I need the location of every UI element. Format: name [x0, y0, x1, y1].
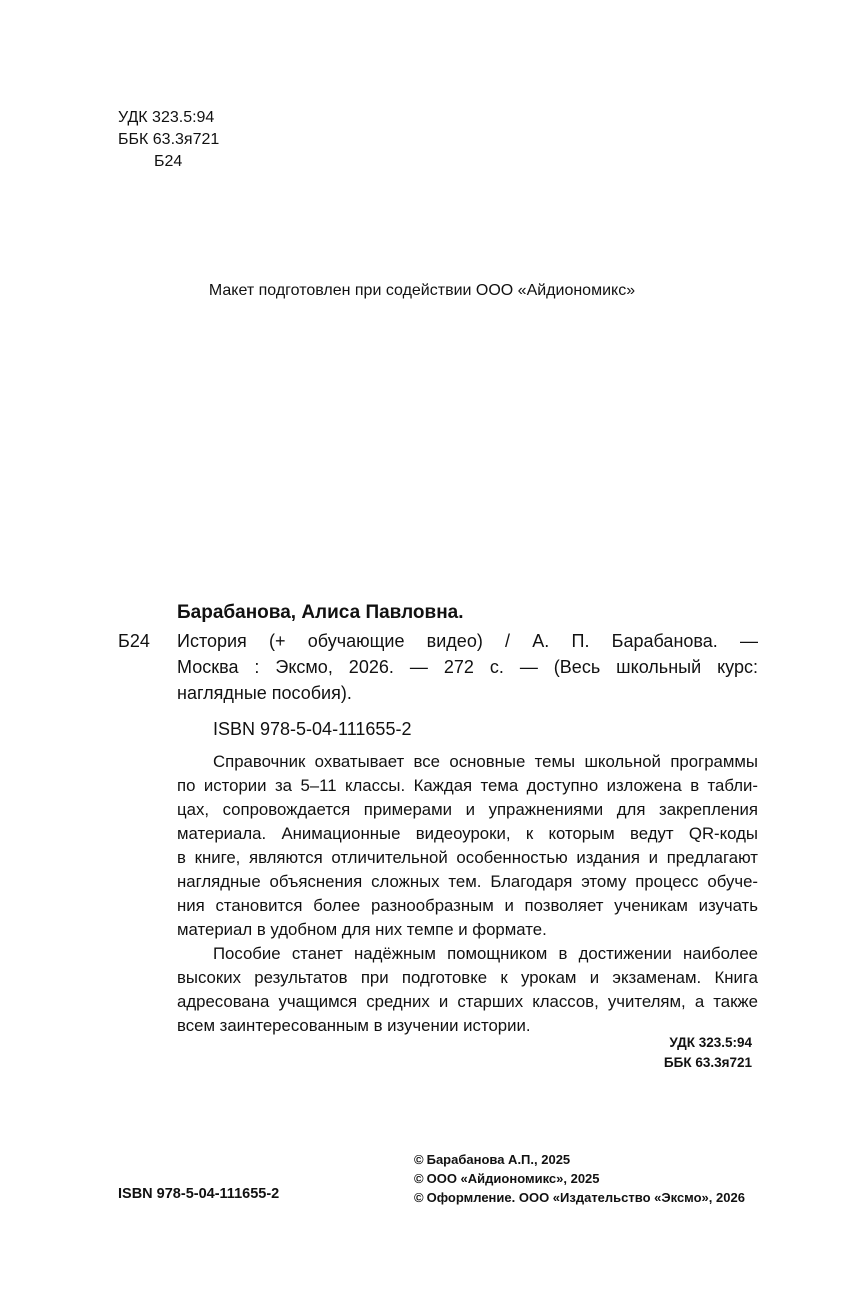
abstract-line: высоких результатов при подготовке к урокам и экзаменам. Книга	[177, 968, 758, 987]
abstract-line: адресована учащимся средних и старших классов, учителям, а также	[177, 992, 758, 1011]
entry-line: Москва : Эксмо, 2026. — 272 с. — (Весь школьный курс:	[177, 657, 758, 677]
isbn-bottom: ISBN 978-5-04-111655-2	[118, 1186, 280, 1202]
catalog-card	[118, 600, 758, 1038]
copyright-line	[414, 1150, 748, 1169]
bbk-code: ББК 63.3я721	[118, 131, 220, 148]
abstract-line: материала. Анимационные видеоуроки, к которым ведут QR-коды	[177, 824, 758, 843]
bottom-classification-codes	[664, 1033, 752, 1073]
abstract-paragraph-2	[177, 942, 758, 1038]
abstract-line: по истории за 5–11 классы. Каждая тема доступно изложена в табли-	[177, 776, 758, 795]
copyright-line	[414, 1188, 748, 1207]
abstract-line: наглядные объяснения сложных тем. Благодаря этому процесс обуче-	[177, 872, 758, 891]
abstract-line: ния становится более разнообразным и позволяет ученикам изучать	[177, 896, 758, 915]
entry-line: наглядные пособия).	[177, 683, 352, 703]
card-isbn: ISBN 978-5-04-111655-2	[213, 719, 412, 739]
copyright-block	[414, 1150, 748, 1207]
card-entry	[118, 628, 758, 706]
copyright-symbol: ©	[414, 1152, 424, 1167]
copyright-symbol: ©	[414, 1190, 424, 1205]
abstract-paragraph-1	[177, 750, 758, 942]
copyright-text: Барабанова А.П., 2025	[426, 1152, 571, 1167]
top-classification-codes	[118, 107, 219, 173]
card-author: Барабанова, Алиса Павловна.	[177, 602, 464, 623]
bbk-code-bottom: ББК 63.3я721	[663, 1055, 752, 1070]
author-mark: Б24	[154, 153, 183, 170]
copyright-text: Оформление. ООО «Издательство «Эксмо», 2026	[426, 1190, 745, 1205]
abstract-line: материал в удобном для них темпе и формате.	[177, 920, 547, 939]
abstract-line: в книге, являются отличительной особенностью издания и предлагают	[177, 848, 758, 867]
abstract-line: всем заинтересованным в изучении истории.	[177, 1016, 531, 1035]
udk-code: УДК 323.5:94	[118, 109, 215, 126]
udk-code-bottom: УДК 323.5:94	[669, 1035, 752, 1050]
card-abstract	[177, 750, 758, 1038]
entry-line: История (+ обучающие видео) / А. П. Барабанова. —	[177, 631, 758, 651]
copyright-symbol: ©	[414, 1171, 424, 1186]
abstract-line: цах, сопровождается примерами и упражнениями для закрепления	[177, 800, 758, 819]
abstract-line: Пособие станет надёжным помощником в достижении наиболее	[213, 944, 758, 963]
abstract-line: Справочник охватывает все основные темы школьной программы	[213, 752, 758, 771]
copyright-line	[414, 1169, 748, 1188]
copyright-text: ООО «Айдиономикс», 2025	[426, 1171, 600, 1186]
card-code: Б24	[118, 631, 150, 651]
maket-note: Макет подготовлен при содействии ООО «Айдиономикс»	[208, 282, 636, 299]
